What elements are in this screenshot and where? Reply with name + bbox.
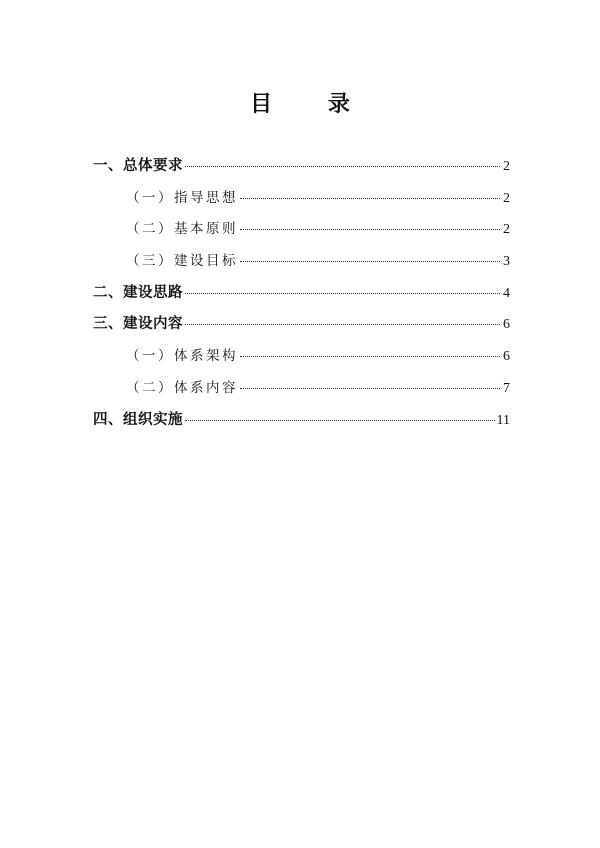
toc-entry-page-number: 6 bbox=[503, 349, 510, 365]
dot-leader bbox=[185, 166, 500, 167]
toc-entry-label: 四、组织实施 bbox=[93, 411, 183, 428]
dot-leader bbox=[240, 261, 500, 262]
toc-entry-system-architecture[interactable] bbox=[93, 343, 510, 375]
toc-entry-label: （一）体系架构 bbox=[126, 348, 238, 365]
table-of-contents bbox=[93, 153, 510, 438]
toc-entry-construction-approach[interactable] bbox=[93, 280, 510, 312]
dot-leader bbox=[240, 229, 500, 230]
toc-entry-page-number: 6 bbox=[503, 317, 510, 333]
toc-entry-page-number: 4 bbox=[503, 285, 510, 301]
toc-entry-page-number: 3 bbox=[503, 254, 510, 270]
toc-entry-label: （二）体系内容 bbox=[126, 379, 238, 396]
toc-entry-page-number: 2 bbox=[503, 222, 510, 238]
toc-entry-organization-implementation[interactable] bbox=[93, 407, 510, 439]
toc-entry-label: （三）建设目标 bbox=[126, 253, 238, 270]
toc-entry-label: （二）基本原则 bbox=[126, 221, 238, 238]
dot-leader bbox=[240, 198, 500, 199]
dot-leader bbox=[185, 293, 500, 294]
dot-leader bbox=[185, 420, 495, 421]
toc-entry-construction-goals[interactable] bbox=[93, 248, 510, 280]
toc-entry-page-number: 7 bbox=[503, 380, 510, 396]
toc-entry-construction-content[interactable] bbox=[93, 311, 510, 343]
toc-entry-page-number: 2 bbox=[503, 159, 510, 174]
toc-entry-label: 三、建设内容 bbox=[93, 316, 183, 333]
toc-entry-basic-principles[interactable] bbox=[93, 216, 510, 248]
dot-leader bbox=[240, 388, 500, 389]
toc-entry-guiding-ideology[interactable] bbox=[93, 185, 510, 217]
toc-entry-system-content[interactable] bbox=[93, 375, 510, 407]
toc-entry-label: （一）指导思想 bbox=[126, 189, 238, 206]
toc-title: 目 录 bbox=[250, 92, 374, 117]
dot-leader bbox=[240, 356, 500, 357]
toc-entry-label: 二、建设思路 bbox=[93, 284, 183, 301]
toc-entry-overall-requirements[interactable] bbox=[93, 153, 510, 185]
toc-entry-page-number: 11 bbox=[496, 412, 510, 428]
toc-entry-label: 一、总体要求 bbox=[93, 158, 183, 174]
dot-leader bbox=[185, 324, 500, 325]
toc-entry-page-number: 2 bbox=[503, 190, 510, 206]
